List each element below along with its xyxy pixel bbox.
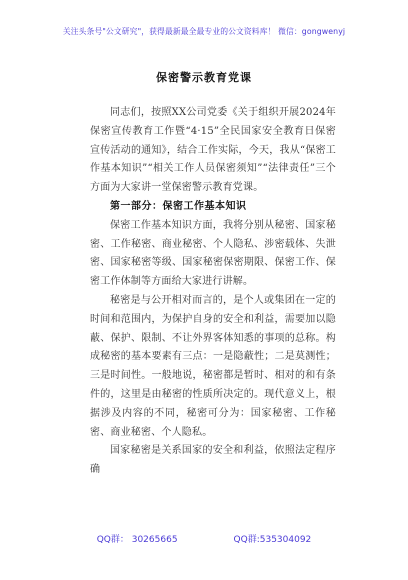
body-paragraph: 国家秘密是关系国家的安全和利益，依照法定程序确 xyxy=(90,445,336,476)
body-paragraph: 保密工作基本知识方面，我将分别从秘密、国家秘密、工作秘密、商业秘密、个人隐私、涉密载体、失泄密、国家秘密等级、国家秘密保密期限、保密工作、保密工作体制等方面给大家进行讲解。 xyxy=(90,219,336,288)
section-heading: 第一部分：保密工作基本知识 xyxy=(110,200,247,212)
qq-group-1: QQ群： 30265665 xyxy=(96,535,178,545)
qq-group-2: QQ群:535304092 xyxy=(233,535,312,545)
document-title: 保密警示教育党课 xyxy=(156,71,252,84)
document-body xyxy=(90,104,336,480)
intro-paragraph: 同志们，按照XX公司党委《关于组织开展2024年保密宣传教育工作暨“4·15”全民国家安全教育日保密宣传活动的通知》，结合工作实际，今天，我从“保密工作基本知识”“相关工作人员保密须知”“法律责任”三个方面为大家讲一堂保密警示教育党课。 xyxy=(90,107,336,194)
footer-contacts xyxy=(0,532,408,545)
promo-banner: 关注头条号"公文研究"，获得最新最全最专业的公文资料库！ 微信：gongwenyj xyxy=(62,27,346,36)
body-paragraph: 秘密是与公开相对而言的，是个人或集团在一定的时间和范围内，为保护自身的安全和利益，需要加以隐蔽、保护、限制、不让外界客体知悉的事项的总称。构成秘密的基本要素有三点：一是隐蔽性；二是莫测性；三是时间性。一般地说，秘密都是暂时、相对的和有条件的，这里是由秘密的性质所决定的。现代意义上，根据涉及内容的不同，秘密可分为：国家秘密、工作秘密、商业秘密、个人隐私。 xyxy=(90,294,336,438)
